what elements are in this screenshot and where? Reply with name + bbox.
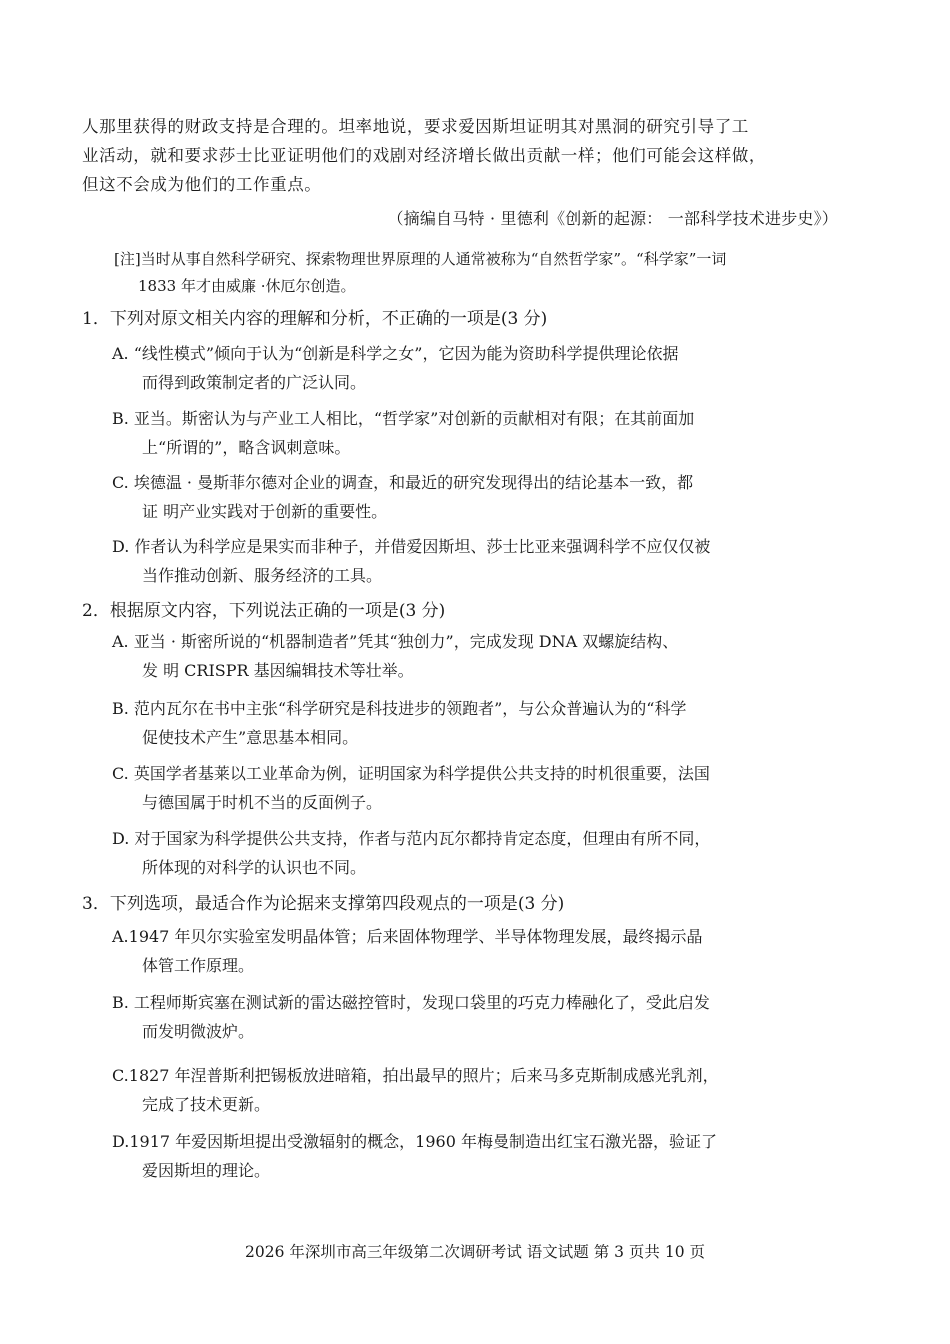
footnote-line: 1833 年才由威廉 ·休厄尔创造。 bbox=[138, 277, 356, 295]
option-text: 而发明微波炉。 bbox=[142, 1022, 255, 1041]
paragraph-line: 业活动，就和要求莎士比亚证明他们的戏剧对经济增长做出贡献一样；他们可能会这样做， bbox=[82, 146, 766, 165]
option-text: D.1917 年爱因斯坦提出受激辐射的概念，1960 年梅曼制造出红宝石激光器，验证了 bbox=[112, 1132, 717, 1151]
option-text: B. 工程师斯宾塞在测试新的雷达磁控管时，发现口袋里的巧克力棒融化了，受此启发 bbox=[112, 993, 710, 1012]
source-citation: （摘编自马特 · 里德利《创新的起源： 一部科学技术进步史》） bbox=[387, 209, 838, 228]
option-text: D. 对于国家为科学提供公共支持，作者与范内瓦尔都持肯定态度，但理由有所不同， bbox=[112, 829, 711, 848]
option-text: 促使技术产生”意思基本相同。 bbox=[142, 728, 359, 747]
option-text: A.1947 年贝尔实验室发明晶体管；后来固体物理学、半导体物理发展，最终揭示晶 bbox=[112, 927, 703, 946]
option-text: 当作推动创新、服务经济的工具。 bbox=[142, 566, 383, 585]
question-2-option-c bbox=[112, 759, 840, 817]
question-1-option-a bbox=[112, 339, 840, 397]
option-text: 所体现的对科学的认识也不同。 bbox=[142, 858, 367, 877]
option-text: 与德国属于时机不当的反面例子。 bbox=[142, 793, 383, 812]
question-3-option-b bbox=[112, 988, 840, 1046]
question-3-option-c bbox=[112, 1061, 840, 1119]
question-3-option-d bbox=[112, 1127, 840, 1185]
question-2-stem: 2．根据原文内容，下列说法正确的一项是(3 分) bbox=[82, 601, 446, 621]
paragraph-line: 人那里获得的财政支持是合理的。坦率地说，要求爱因斯坦证明其对黑洞的研究引导了工 bbox=[82, 117, 749, 136]
option-text: A. “线性模式”倾向于认为“创新是科学之女”，它因为能为资助科学提供理论依据 bbox=[112, 344, 679, 363]
page-footer: 2026 年深圳市高三年级第二次调研考试 语文试题 第 3 页共 10 页 bbox=[244, 1243, 706, 1261]
option-text: 爱因斯坦的理论。 bbox=[142, 1161, 271, 1180]
option-text: 发 明 CRISPR 基因编辑技术等壮举。 bbox=[142, 661, 414, 680]
question-1-option-c bbox=[112, 468, 840, 526]
question-1-stem: 1．下列对原文相关内容的理解和分析，不正确的一项是(3 分) bbox=[82, 309, 548, 329]
question-1-option-b bbox=[112, 404, 840, 462]
question-3-stem: 3．下列选项，最适合作为论据来支撑第四段观点的一项是(3 分) bbox=[82, 894, 565, 914]
question-3-option-a bbox=[112, 922, 840, 980]
option-text: A. 亚当 · 斯密所说的“机器制造者”凭其“独创力”，完成发现 DNA 双螺旋结构、 bbox=[112, 632, 679, 651]
continuation-paragraph bbox=[82, 112, 872, 199]
footnote-line: [注]当时从事自然科学研究、探索物理世界原理的人通常被称为“自然哲学家”。“科学家”一词 bbox=[114, 250, 727, 268]
option-text: 完成了技术更新。 bbox=[142, 1095, 271, 1114]
option-text: D. 作者认为科学应是果实而非种子，并借爱因斯坦、莎士比亚来强调科学不应仅仅被 bbox=[112, 537, 711, 556]
option-text: 证 明产业实践对于创新的重要性。 bbox=[142, 502, 388, 521]
option-text: B. 范内瓦尔在书中主张“科学研究是科技进步的领跑者”，与公众普遍认为的“科学 bbox=[112, 699, 687, 718]
question-1-option-d bbox=[112, 532, 840, 590]
paragraph-line: 但这不会成为他们的工作重点。 bbox=[82, 175, 322, 194]
option-text: 上“所谓的”，略含讽刺意味。 bbox=[142, 438, 351, 457]
option-text: 而得到政策制定者的广泛认同。 bbox=[142, 373, 367, 392]
option-text: C.1827 年涅普斯利把锡板放进暗箱，拍出最早的照片；后来马多克斯制成感光乳剂， bbox=[112, 1066, 719, 1085]
question-2-option-a bbox=[112, 627, 840, 685]
option-text: C. 埃德温 · 曼斯菲尔德对企业的调查，和最近的研究发现得出的结论基本一致，都 bbox=[112, 473, 694, 492]
option-text: 体管工作原理。 bbox=[142, 956, 255, 975]
question-2-option-d bbox=[112, 824, 840, 882]
option-text: B. 亚当。斯密认为与产业工人相比，“哲学家”对创新的贡献相对有限；在其前面加 bbox=[112, 409, 695, 428]
footnote bbox=[114, 246, 834, 300]
option-text: C. 英国学者基莱以工业革命为例，证明国家为科学提供公共支持的时机很重要，法国 bbox=[112, 764, 710, 783]
question-2-option-b bbox=[112, 694, 840, 752]
